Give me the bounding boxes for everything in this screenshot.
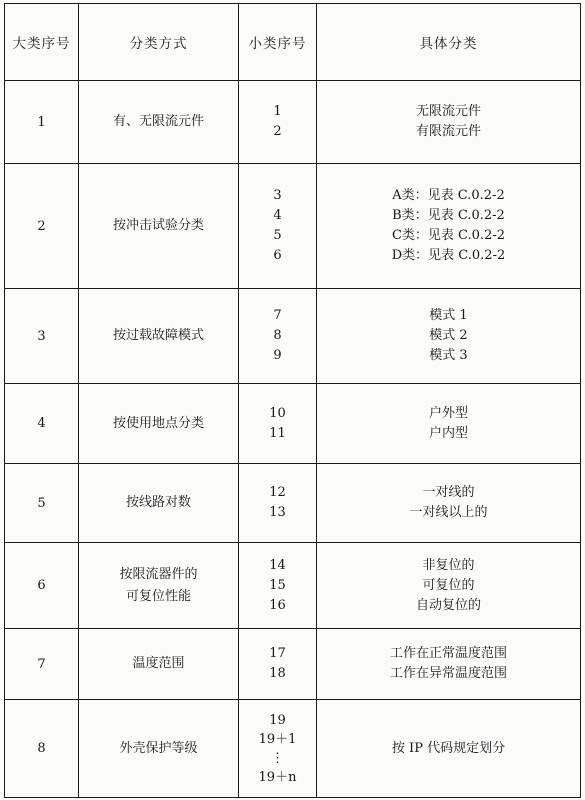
major-no-cell: 2 (5, 164, 79, 289)
table-row (5, 384, 581, 464)
method-cell: 按过载故障模式 (79, 289, 239, 384)
detail-cell: 按 IP 代码规定划分 (317, 700, 581, 798)
table-row (5, 700, 581, 798)
method-cell: 按使用地点分类 (79, 384, 239, 464)
detail-cell: 模式 1 模式 2 模式 3 (317, 289, 581, 384)
header-major-no: 大类序号 (5, 4, 79, 81)
detail-cell: A类：见表 C.0.2-2 B类：见表 C.0.2-2 C类：见表 C.0.2-2 D类：见表 C.0.2-2 (317, 164, 581, 289)
minor-no-cell: 7 8 9 (239, 289, 317, 384)
detail-cell: 户外型 户内型 (317, 384, 581, 464)
method-cell: 按限流器件的 可复位性能 (79, 543, 239, 629)
method-cell: 外壳保护等级 (79, 700, 239, 798)
header-method: 分类方式 (79, 4, 239, 81)
method-cell: 温度范围 (79, 629, 239, 700)
detail-cell: 一对线的 一对线以上的 (317, 464, 581, 543)
table-row (5, 289, 581, 384)
method-cell: 有、无限流元件 (79, 81, 239, 164)
header-detail: 具体分类 (317, 4, 581, 81)
minor-no-cell: 1 2 (239, 81, 317, 164)
minor-no-cell: 17 18 (239, 629, 317, 700)
method-cell: 按线路对数 (79, 464, 239, 543)
detail-cell: 非复位的 可复位的 自动复位的 (317, 543, 581, 629)
detail-cell: 无限流元件 有限流元件 (317, 81, 581, 164)
minor-no-cell: 14 15 16 (239, 543, 317, 629)
table-row (5, 164, 581, 289)
minor-no-cell: 3 4 5 6 (239, 164, 317, 289)
major-no-cell: 3 (5, 289, 79, 384)
major-no-cell: 5 (5, 464, 79, 543)
major-no-cell: 6 (5, 543, 79, 629)
table-row (5, 629, 581, 700)
detail-cell: 工作在正常温度范围 工作在异常温度范围 (317, 629, 581, 700)
minor-no-cell: 10 11 (239, 384, 317, 464)
table-row (5, 464, 581, 543)
header-row (5, 4, 581, 81)
major-no-cell: 8 (5, 700, 79, 798)
major-no-cell: 1 (5, 81, 79, 164)
major-no-cell: 4 (5, 384, 79, 464)
classification-table (4, 3, 581, 798)
minor-no-cell: 12 13 (239, 464, 317, 543)
minor-no-cell: 19 19＋1 ⋮ 19＋n (239, 700, 317, 798)
table-row (5, 81, 581, 164)
table-row (5, 543, 581, 629)
method-cell: 按冲击试验分类 (79, 164, 239, 289)
major-no-cell: 7 (5, 629, 79, 700)
header-minor-no: 小类序号 (239, 4, 317, 81)
